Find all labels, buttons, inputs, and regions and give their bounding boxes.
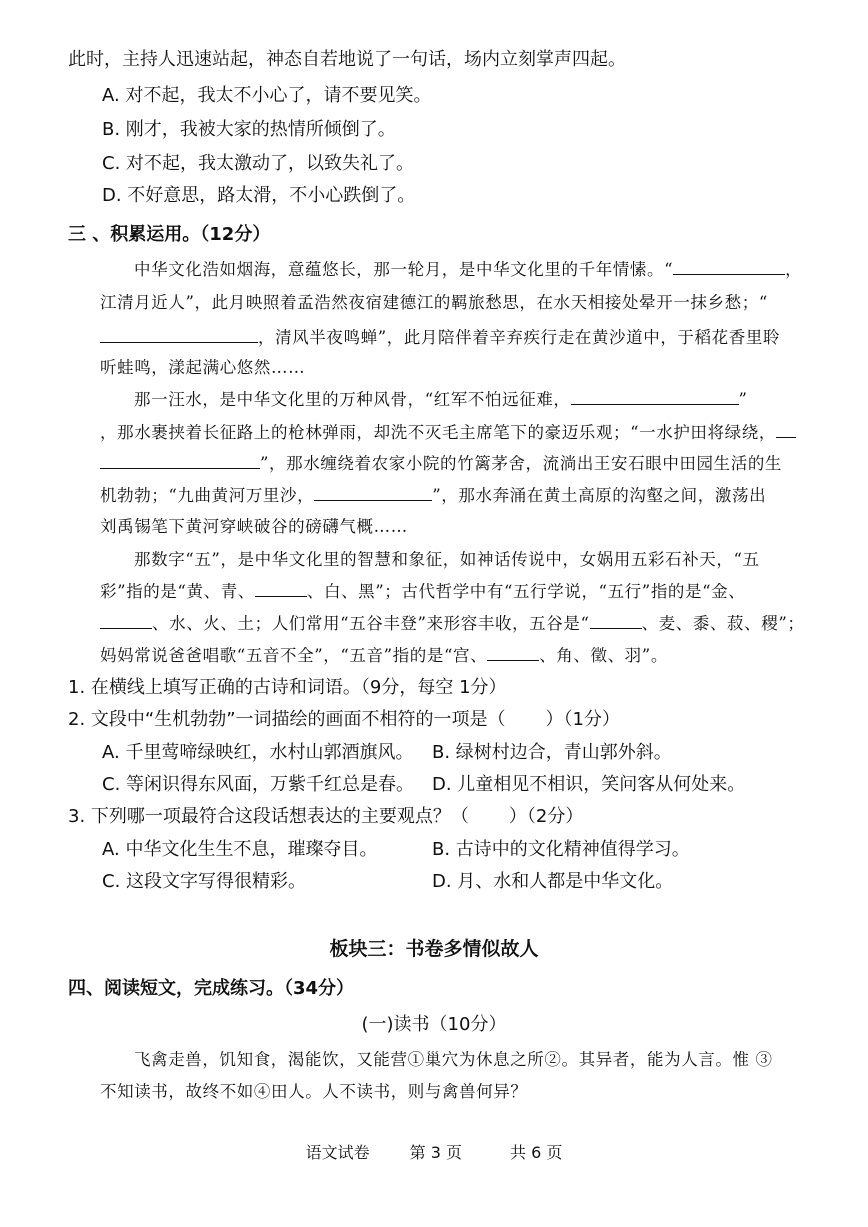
- option-c: C. 这段文字写得很精彩。: [102, 871, 307, 892]
- paragraph-line: ”，那水缠绕着农家小院的竹篱茅舍，流淌出王安石眼中田园生活的生: [100, 450, 782, 477]
- section-heading: 四、阅读短文，完成练习。（34分）: [68, 978, 355, 999]
- option-b: B. 刚才，我被大家的热情所倾倒了。: [102, 119, 396, 140]
- paragraph-line: 那数字“五”，是中华文化里的智慧和象征，如神话传说中，女娲用五彩石补天，“五: [134, 550, 760, 569]
- paragraph-line: 那一汪水，是中华文化里的万种风骨，“红军不怕远征难， ”: [134, 386, 748, 413]
- answer-blank[interactable]: [590, 610, 642, 629]
- footer-total: 共 6 页: [510, 1143, 563, 1162]
- paragraph-line: 机勃勃；“九曲黄河万里沙， ”，那水奔涌在黄土高原的沟壑之间，激荡出: [100, 482, 766, 509]
- paragraph-line: 妈妈常说爸爸唱歌“五音不全”，“五音”指的是“宫、 、角、徵、羽”。: [100, 642, 668, 669]
- question-3: 3. 下列哪一项最符合这段话想表达的主要观点？（ ）（2分）: [68, 806, 584, 827]
- section-heading: 三 、积累运用。（12分）: [68, 224, 271, 245]
- answer-blank[interactable]: [673, 256, 785, 275]
- answer-blank[interactable]: [487, 642, 539, 661]
- option-b: B. 古诗中的文化精神值得学习。: [432, 839, 690, 860]
- paragraph-line: 中华文化浩如烟海，意蕴悠长，那一轮月，是中华文化里的千年情愫。“ ，: [134, 256, 802, 283]
- option-c: C. 对不起，我太激动了，以致失礼了。: [102, 153, 415, 174]
- footer-page: 第 3 页: [409, 1143, 462, 1162]
- page-footer: [0, 1140, 868, 1166]
- paragraph-line: 刘禹锡笔下黄河穿峡破谷的磅礴气概……: [100, 517, 408, 536]
- paragraph-line: 江清月近人”，此月映照着孟浩然夜宿建德江的羁旅愁思，在水天相接处晕开一抹乡愁；“: [100, 293, 768, 312]
- option-b: B. 绿树村边合，青山郭外斜。: [432, 742, 672, 763]
- answer-blank[interactable]: [100, 610, 152, 629]
- footer-subject: 语文试卷: [305, 1143, 370, 1162]
- answer-blank[interactable]: [100, 450, 260, 469]
- question-stem: 此时，主持人迅速站起，神态自若地说了一句话，场内立刻掌声四起。: [68, 49, 626, 70]
- answer-blank[interactable]: [776, 419, 796, 438]
- option-a: A. 中华文化生生不息，璀璨夺目。: [102, 839, 378, 860]
- paragraph-line: 听蛙鸣，漾起满心悠然……: [100, 358, 306, 377]
- answer-blank[interactable]: [255, 578, 307, 597]
- option-d: D. 不好意思，路太滑，不小心跌倒了。: [102, 185, 416, 206]
- passage-line: 飞禽走兽，饥知食，渴能饮，又能营①巢穴为休息之所②。其异者，能为人言。惟 ③: [134, 1050, 773, 1069]
- answer-blank[interactable]: [314, 482, 432, 501]
- question-2: 2. 文段中“生机勃勃”一词描绘的画面不相符的一项是（ ）（1分）: [68, 709, 620, 730]
- paragraph-line: 、水、火、土；人们常用“五谷丰登”来形容丰收，五谷是“ 、麦、黍、菽、稷”；: [100, 610, 804, 637]
- answer-blank[interactable]: [100, 324, 258, 343]
- paragraph-line: ，清风半夜鸣蝉”，此月陪伴着辛弃疾行走在黄沙道中，于稻花香里聆: [100, 324, 780, 351]
- option-d: D. 儿童相见不相识，笑问客从何处来。: [432, 774, 746, 795]
- passage-title: (一)读书（10分）: [361, 1014, 507, 1035]
- block-title: 板块三：书卷多情似故人: [329, 938, 539, 960]
- question-1: 1. 在横线上填写正确的古诗和词语。（9分，每空 1分）: [68, 677, 507, 698]
- paragraph-line: 彩”指的是“黄、青、 、白、黑”；古代哲学中有“五行学说，“五行”指的是“金、: [100, 578, 745, 605]
- passage-line: 不知读书，故终不如④田人。人不读书，则与禽兽何异？: [100, 1082, 528, 1101]
- paragraph-line: ，那水裹挟着长征路上的枪林弹雨，却洗不灭毛主席笔下的豪迈乐观；“一水护田将绿绕，: [100, 419, 796, 446]
- option-c: C. 等闲识得东风面，万紫千红总是春。: [102, 774, 415, 795]
- option-a: A. 对不起，我太不小心了，请不要见笑。: [102, 85, 432, 106]
- answer-blank[interactable]: [571, 386, 739, 405]
- option-d: D. 月、水和人都是中华文化。: [432, 871, 674, 892]
- option-a: A. 千里莺啼绿映红，水村山郭酒旗风。: [102, 742, 414, 763]
